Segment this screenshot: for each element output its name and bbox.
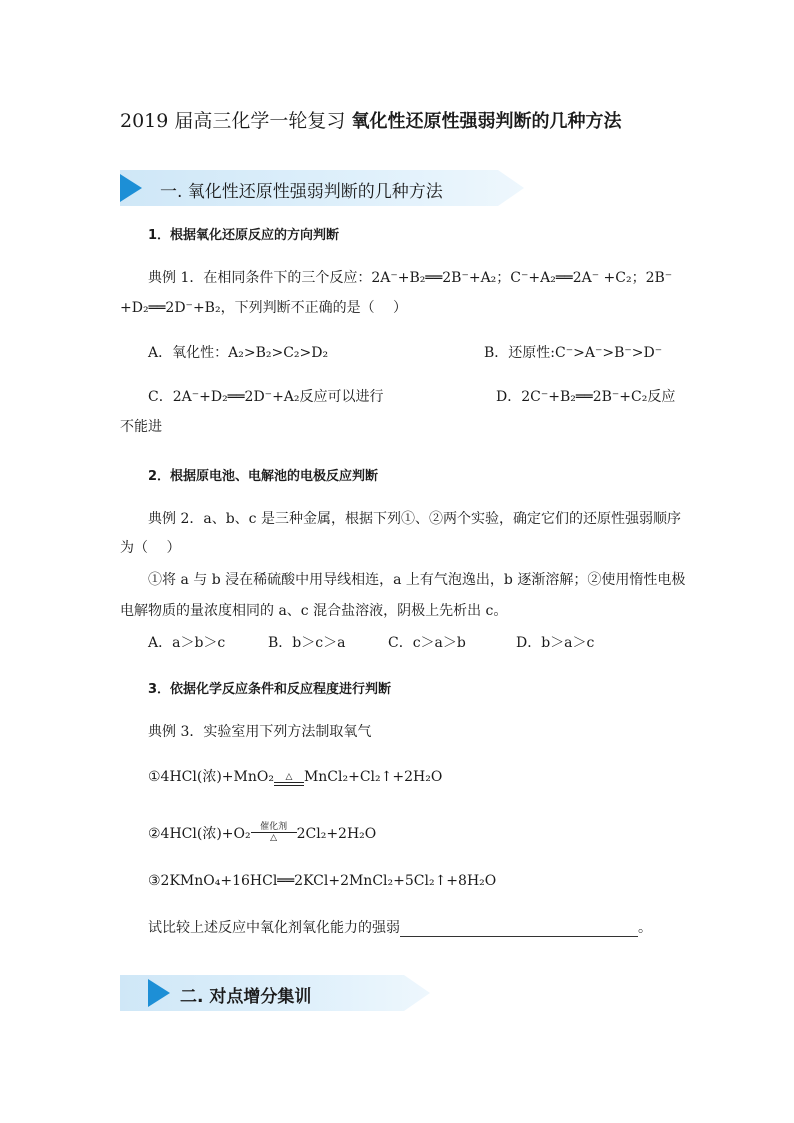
ex1-option-d-cont: 不能进 xyxy=(120,419,162,435)
equals-line xyxy=(274,782,304,786)
heat-symbol: △ xyxy=(285,772,293,782)
ex1-option-b: B．还原性:C⁻>A⁻>B⁻>D⁻ xyxy=(484,345,663,361)
ex2-line2: 为（ ） xyxy=(120,540,181,556)
ex2-line4: 电解物质的量浓度相同的 a、c 混合盐溶液，阴极上先析出 c。 xyxy=(120,603,508,619)
heading-3: 3．依据化学反应条件和反应程度进行判断 xyxy=(148,682,392,697)
reaction2-right: 2Cl₂+2H₂O xyxy=(296,826,377,842)
page-title xyxy=(120,106,621,133)
heat-symbol-2: △ xyxy=(270,833,278,843)
title-part1: 2019 届高三化学一轮复习 xyxy=(120,110,346,132)
reaction2-left: ②4HCl(浓)+O₂ xyxy=(148,826,251,842)
reaction1-condition xyxy=(274,772,304,786)
section2-banner xyxy=(120,975,430,1011)
ex1-option-a: A．氧化性：A₂>B₂>C₂>D₂ xyxy=(148,345,329,361)
ex1-option-d: D．2C⁻+B₂══2B⁻+C₂反应 xyxy=(496,389,676,405)
ex1-line1: 典例 1．在相同条件下的三个反应：2A⁻+B₂══2B⁻+A₂；C⁻+A₂══2A⁻ +C₂；2B⁻ xyxy=(148,270,673,286)
ex2-option-d: D．b＞a＞c xyxy=(516,635,595,651)
ex1-option-c: C．2A⁻+D₂══2D⁻+A₂反应可以进行 xyxy=(148,389,384,405)
banner-triangle-icon xyxy=(148,979,170,1007)
reaction1-right: MnCl₂+Cl₂↑+2H₂O xyxy=(303,769,443,785)
title-part2: 氧化性还原性强弱判断的几种方法 xyxy=(351,111,622,132)
section1-banner xyxy=(120,170,524,206)
ex2-option-a: A．a＞b＞c xyxy=(148,635,226,651)
ex3-reaction-2 xyxy=(148,818,376,843)
ex1-line2: +D₂══2D⁻+B₂，下列判断不正确的是（ ） xyxy=(120,300,408,316)
reaction1-left: ①4HCl(浓)+MnO₂ xyxy=(148,769,274,785)
section2-label: 二. 对点增分集训 xyxy=(180,987,312,1007)
ex2-option-c: C．c＞a＞b xyxy=(388,635,466,651)
ex2-line1: 典例 2．a、b、c 是三种金属，根据下列①、②两个实验，确定它们的还原性强弱顺序 xyxy=(148,511,681,527)
ex2-option-b: B．b＞c＞a xyxy=(268,635,346,651)
heading-1: 1．根据氧化还原反应的方向判断 xyxy=(148,228,340,243)
section1-label: 一. 氧化性还原性强弱判断的几种方法 xyxy=(160,182,443,202)
ex3-question xyxy=(148,917,652,937)
answer-blank[interactable] xyxy=(400,922,638,937)
ex3-intro: 典例 3．实验室用下列方法制取氧气 xyxy=(148,724,372,740)
reaction2-condition xyxy=(251,822,297,843)
ex2-line3: ①将 a 与 b 浸在稀硫酸中用导线相连，a 上有气泡逸出，b 逐渐溶解；②使用惰性电极 xyxy=(148,572,686,588)
heading-2: 2．根据原电池、电解池的电极反应判断 xyxy=(148,469,379,484)
ex3-reaction-1 xyxy=(148,766,442,786)
question-text: 试比较上述反应中氧化剂氧化能力的强弱 xyxy=(148,920,400,936)
banner-triangle-icon xyxy=(120,174,142,202)
ex3-reaction-3: ③2KMnO₄+16HCl══2KCl+2MnCl₂+5Cl₂↑+8H₂O xyxy=(148,873,497,889)
catalyst-label: 催化剂 xyxy=(260,822,288,832)
question-end: 。 xyxy=(638,920,652,936)
